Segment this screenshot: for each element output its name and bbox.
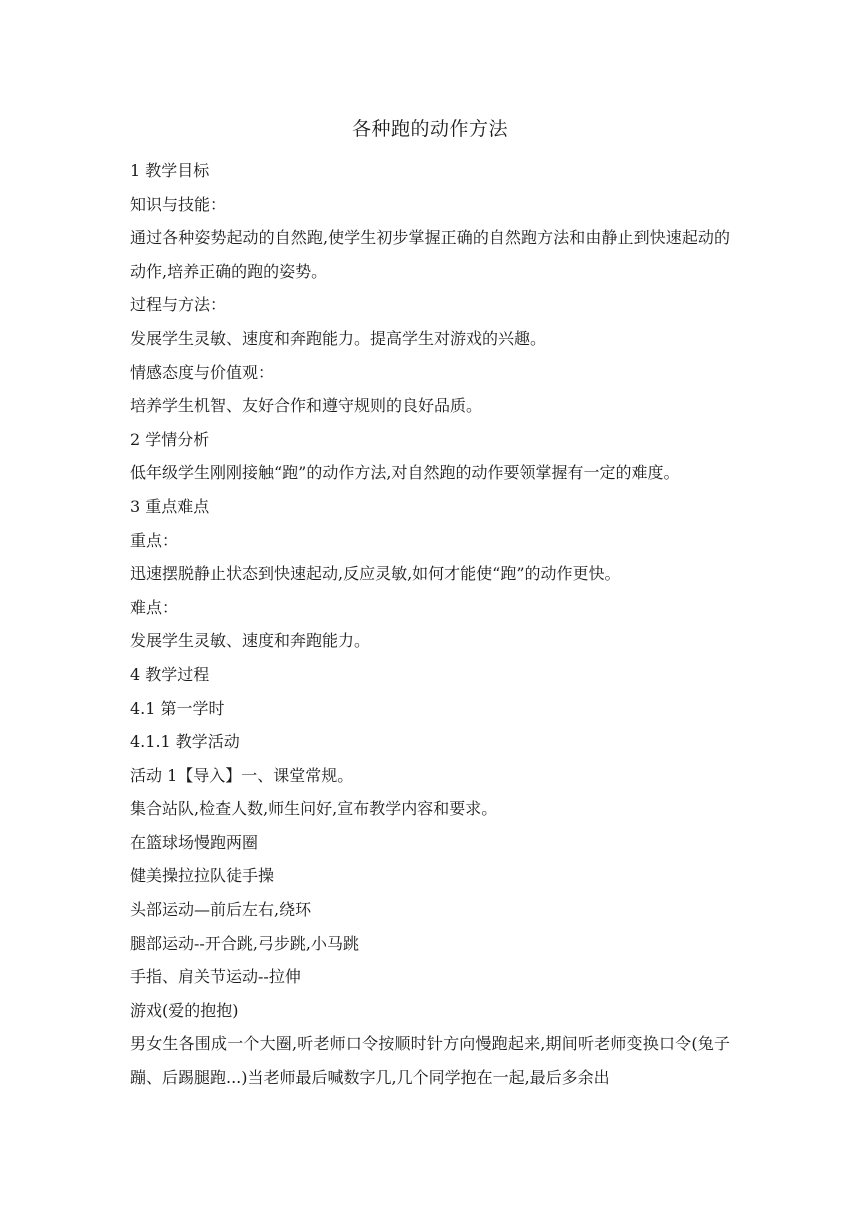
list-item: 游戏(爱的抱抱) <box>130 1000 239 1020</box>
document-body <box>130 154 730 1095</box>
paragraph-game-description: 男女生各围成一个大圈,听老师口令按顺时针方向慢跑起来,期间听老师变换口令(兔子蹦、后踢腿跑...)当老师最后喊数字几,几个同学抱在一起,最后多余出 <box>130 1034 730 1088</box>
paragraph-emotion-values: 培养学生机智、友好合作和遵守规则的良好品质。 <box>130 396 483 416</box>
heading-key-difficult-points: 3 重点难点 <box>130 496 210 516</box>
subheading-knowledge-skills: 知识与技能： <box>130 194 227 214</box>
list-item: 手指、肩关节运动--拉伸 <box>130 967 301 987</box>
list-item: 健美操拉拉队徒手操 <box>130 866 275 886</box>
paragraph-difficult-point: 发展学生灵敏、速度和奔跑能力。 <box>130 631 371 651</box>
heading-student-analysis: 2 学情分析 <box>130 429 210 449</box>
list-item: 集合站队,检查人数,师生问好,宣布教学内容和要求。 <box>130 799 498 819</box>
heading-first-period: 4.1 第一学时 <box>130 698 225 718</box>
subheading-difficult-point: 难点： <box>130 597 179 617</box>
paragraph-process-method: 发展学生灵敏、速度和奔跑能力。提高学生对游戏的兴趣。 <box>130 328 547 348</box>
activity-1-intro: 活动 1【导入】一、课堂常规。 <box>130 765 354 785</box>
heading-teaching-activity: 4.1.1 教学活动 <box>130 732 240 752</box>
heading-teaching-process: 4 教学过程 <box>130 664 210 684</box>
paragraph-knowledge-skills: 通过各种姿势起动的自然跑,使学生初步掌握正确的自然跑方法和由静止到快速起动的动作,培养正确的跑的姿势。 <box>130 228 730 281</box>
subheading-key-point: 重点： <box>130 530 179 550</box>
subheading-process-method: 过程与方法： <box>130 295 227 315</box>
list-item: 头部运动—前后左右,绕环 <box>130 900 312 920</box>
heading-teaching-goals: 1 教学目标 <box>130 161 210 180</box>
subheading-emotion-values: 情感态度与价值观： <box>130 362 275 382</box>
paragraph-student-analysis: 低年级学生刚刚接触“跑”的动作方法,对自然跑的动作要领掌握有一定的难度。 <box>130 463 680 483</box>
list-item: 腿部运动--开合跳,弓步跳,小马跳 <box>130 933 359 953</box>
paragraph-key-point: 迅速摆脱静止状态到快速起动,反应灵敏,如何才能使“跑”的动作更快。 <box>130 564 621 584</box>
list-item: 在篮球场慢跑两圈 <box>130 832 259 852</box>
document-title: 各种跑的动作方法 <box>351 118 508 140</box>
